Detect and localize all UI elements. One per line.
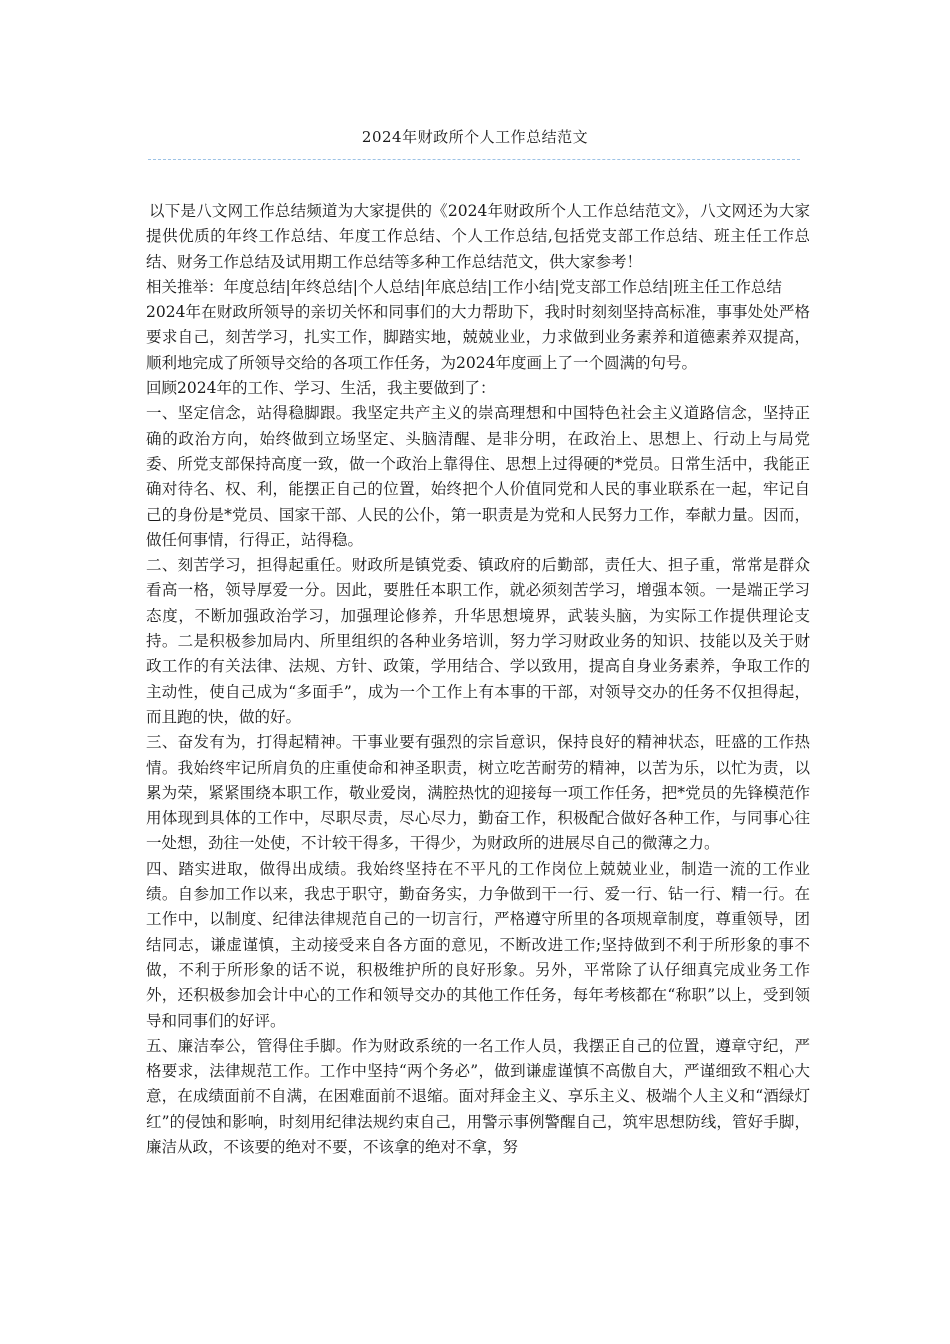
section-four-paragraph: 四、踏实进取，做得出成绩。我始终坚持在不平凡的工作岗位上兢兢业业，制造一流的工作业绩。自参加工作以来，我忠于职守，勤奋务实，力争做到干一行、爱一行、钻一行、精一行。在工作中，以制度、纪律法律规范自己的一切言行，严格遵守所里的各项规章制度，尊重领导，团结同志，谦虚谨慎，主动接受来自各方面的意见，不断改进工作;坚持做到不利于所形象的事不做，不利于所形象的话不说，积极维护所的良好形象。另外，平常除了认仔细真完成业务工作外，还积极参加会计中心的工作和领导交办的其他工作任务，每年考核都在“称职”以上，受到领导和同事们的好评。 bbox=[146, 859, 810, 1030]
document-title: 2024年财政所个人工作总结范文 bbox=[361, 128, 589, 146]
document-body bbox=[146, 199, 810, 1160]
title-divider bbox=[148, 159, 800, 160]
section-five-paragraph: 五、廉洁奉公，管得住手脚。作为财政系统的一名工作人员，我摆正自己的位置，遵章守纪，严格要求，法律规范工作。工作中坚持“两个务必”，做到谦虚谨慎不高傲自大，严谨细致不粗心大意，在成绩面前不自满，在困难面前不退缩。面对拜金主义、享乐主义、极端个人主义和“酒绿灯红”的侵蚀和影响，时刻用纪律法规约束自己，用警示事例警醒自己，筑牢思想防线，管好手脚，廉洁从政，不该要的绝对不要，不该拿的绝对不拿，努 bbox=[146, 1036, 810, 1156]
body-paragraph-review: 回顾2024年的工作、学习、生活，我主要做到了： bbox=[146, 379, 496, 398]
section-one-paragraph: 一、坚定信念，站得稳脚跟。我坚定共产主义的崇高理想和中国特色社会主义道路信念，坚持正确的政治方向，始终做到立场坚定、头脑清醒、是非分明，在政治上、思想上、行动上与局党委、所党支部保持高度一致，做一个政治上靠得住、思想上过得硬的*党员。日常生活中，我能正确对待名、权、利，能摆正自己的位置，始终把个人价值同党和人民的事业联系在一起，牢记自己的身份是*党员、国家干部、人民的公仆，第一职责是为党和人民努力工作，奉献力量。因而，做任何事情，行得正，站得稳。 bbox=[146, 404, 810, 549]
related-recommendations: 相关推举：年度总结|年终总结|个人总结|年底总结|工作小结|党支部工作总结|班主任工作总结 bbox=[146, 277, 782, 296]
section-three-paragraph: 三、奋发有为，打得起精神。干事业要有强烈的宗旨意识，保持良好的精神状态，旺盛的工作热情。我始终牢记所肩负的庄重使命和神圣职责，树立吃苦耐劳的精神，以苦为乐，以忙为责，以累为荣，紧紧围绕本职工作，敬业爱岗，满腔热忱的迎接每一项工作任务，把*党员的先锋模范作用体现到具体的工作中，尽职尽责，尽心尽力，勤奋工作，积极配合做好各种工作，与同事心往一处想，劲往一处使，不计较干得多，干得少，为财政所的进展尽自己的微薄之力。 bbox=[146, 733, 810, 853]
body-paragraph-overview: 2024年在财政所领导的亲切关怀和同事们的大力帮助下，我时时刻刻坚持高标准，事事处处严格要求自己，刻苦学习，扎实工作，脚踏实地，兢兢业业，力求做到业务素养和道德素养双提高，顺利地完成了所领导交给的各项工作任务，为2024年度画上了一个圆满的句号。 bbox=[146, 303, 810, 372]
intro-paragraph: 以下是八文网工作总结频道为大家提供的《2024年财政所个人工作总结范文》，八文网还为大家提供优质的年终工作总结、年度工作总结、个人工作总结,包括党支部工作总结、班主任工作总结、财务工作总结及试用期工作总结等多种工作总结范文，供大家参考！ bbox=[146, 202, 810, 271]
section-two-paragraph: 二、刻苦学习，担得起重任。财政所是镇党委、镇政府的后勤部，责任大、担子重，常常是群众看高一格，领导厚爱一分。因此，要胜任本职工作，就必须刻苦学习，增强本领。一是端正学习态度，不断加强政治学习，加强理论修养，升华思想境界，武装头脑，为实际工作提供理论支持。二是积极参加局内、所里组织的各种业务培训，努力学习财政业务的知识、技能以及关于财政工作的有关法律、法规、方针、政策，学用结合、学以致用，提高自身业务素养，争取工作的主动性，使自己成为“多面手”，成为一个工作上有本事的干部，对领导交办的任务不仅担得起，而且跑的快，做的好。 bbox=[146, 556, 810, 726]
